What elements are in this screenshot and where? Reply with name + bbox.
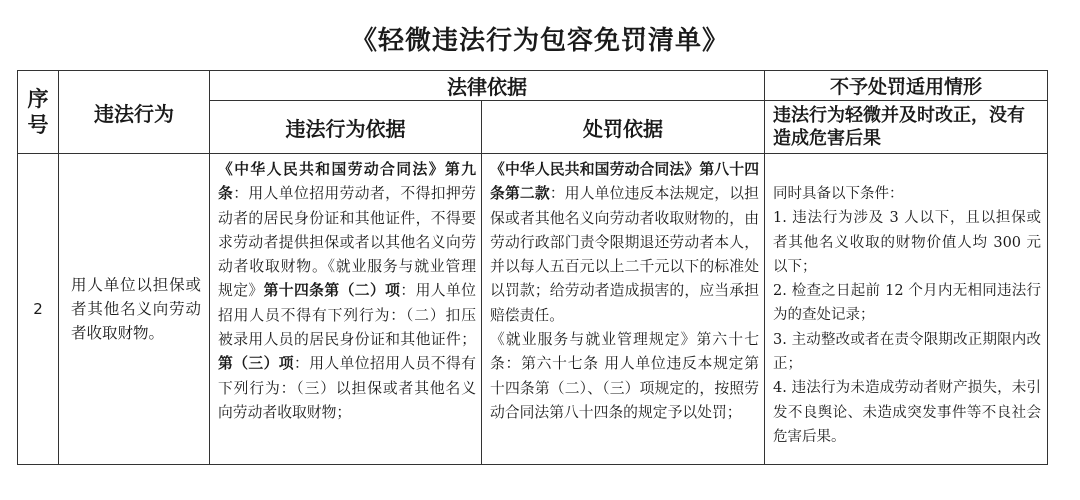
header-row-1 (18, 71, 1048, 101)
header-penalty-basis: 处罚依据 (482, 101, 765, 154)
header-legal-basis: 法律依据 (210, 71, 765, 101)
penalty-basis-law1-text: ：用人单位违反本法规定，以担保或者其他名义向劳动者收取财物的，由劳动行政部门责令限期退还劳动者本人，并以每人五百元以上二千元以下的标准处以罚款；给劳动者造成损害的，应当承担赔偿责任。 (490, 185, 759, 324)
table-row (18, 154, 1048, 465)
header-seq-label: 序号 (27, 86, 49, 137)
act-basis-law1-title: 《中华人民共和国劳动合同法》第九条 (218, 161, 476, 203)
conditions-intro: 同时具备以下条件： (773, 186, 904, 202)
act-basis-law2-title2: 第（三）项 (218, 355, 294, 373)
act-basis-law2-text2: ：用人单位招用人员不得有下列行为：（三）以担保或者其他名义向劳动者收取财物； (218, 355, 476, 421)
row-seq: 2 (18, 154, 59, 465)
condition-item: 1. 违法行为涉及 3 人以下，且以担保或者其他名义收取的财物价值人均 300 元以下； (773, 210, 1041, 275)
header-seq (18, 71, 59, 154)
act-basis-law1-text: ：用人单位招用劳动者，不得扣押劳动者的居民身份证和其他证件，不得要求劳动者提供担保或者以其他名义向劳动者收取财物。 (218, 185, 476, 276)
penalty-basis-law1-title: 《中华人民共和国劳动合同法》第八十四条第二款 (490, 161, 759, 203)
penalty-basis-law2-text: 《就业服务与就业管理规定》第六十七条：第六十七条 用人单位违反本规定第十四条第（二）、（三）项规定的，按照劳动合同法第八十四条的规定予以处罚； (490, 331, 759, 421)
penalty-exemption-table (17, 70, 1048, 465)
document-title: 《轻微违法行为包容免罚清单》 (350, 26, 729, 56)
act-basis-law2-text: ：用人单位招用人员不得有下列行为：（二）扣压被录用人员的居民身份证和其他证件； (218, 282, 476, 349)
row-act-basis (210, 154, 482, 465)
row-penalty-basis (482, 154, 765, 465)
act-basis-law2-title: 第十四条第（二）项 (263, 282, 401, 300)
row-act: 用人单位以担保或者其他名义向劳动者收取财物。 (59, 154, 210, 465)
act-basis-law2-prefix: 《就业服务与就业管理规定》 (218, 258, 476, 300)
condition-item: 3. 主动整改或者在责令限期改正期限内改正； (773, 331, 1041, 373)
header-act-basis: 违法行为依据 (210, 101, 482, 154)
header-exemption-sub: 违法行为轻微并及时改正，没有造成危害后果 (765, 101, 1048, 154)
condition-item: 2. 检查之日起前 12 个月内无相同违法行为的查处记录； (773, 283, 1041, 324)
condition-item: 4. 违法行为未造成劳动者财产损失，未引发不良舆论、未造成突发事件等不良社会危害后果。 (773, 380, 1041, 445)
header-exemption: 不予处罚适用情形 (765, 71, 1048, 101)
header-act: 违法行为 (59, 71, 210, 154)
row-conditions (765, 154, 1048, 465)
